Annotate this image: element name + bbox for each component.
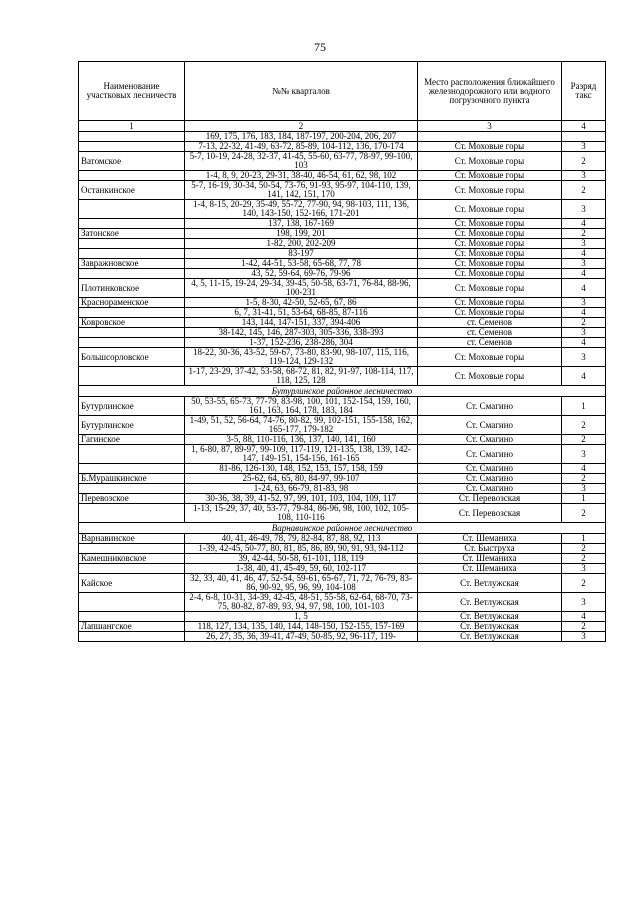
rank-cell: 3 [562, 445, 606, 464]
district-cell [79, 338, 185, 348]
station-cell: Ст. Моховые горы [418, 181, 562, 200]
station-cell: Ст. Моховые горы [418, 279, 562, 298]
table-row [79, 435, 606, 445]
station-cell: Ст. Моховые горы [418, 152, 562, 171]
rank-cell: 3 [562, 484, 606, 494]
table-body [79, 132, 606, 642]
table-row [79, 181, 606, 200]
quarters-cell: 32, 33, 40, 41, 46, 47, 52-54, 59-61, 65-67, 71, 72, 76-79, 83-86, 90-92, 95, 96, 99, 104-108 [185, 574, 418, 593]
quarters-cell: 2-4, 6-8, 10-31, 34-39, 42-45, 48-51, 55-58, 62-64, 68-70, 73-75, 80-82, 87-89, 93, 94, 97, 98, 100, 101-103 [185, 593, 418, 612]
rank-cell: 1 [562, 534, 606, 544]
district-cell: Камешниковское [79, 554, 185, 564]
station-cell: Ст. Быструха [418, 544, 562, 554]
district-cell: Бутурлинское [79, 397, 185, 416]
station-cell: Ст. Смагино [418, 484, 562, 494]
quarters-cell: 81-86, 126-130, 148, 152, 153, 157, 158, 159 [185, 464, 418, 474]
district-cell: Кайское [79, 574, 185, 593]
station-cell: Ст. Ветлужская [418, 622, 562, 632]
table-row [79, 279, 606, 298]
district-cell: Лапшангское [79, 622, 185, 632]
table-row [79, 474, 606, 484]
station-cell: Ст. Моховые горы [418, 142, 562, 152]
column-number: 3 [418, 121, 562, 132]
quarters-cell: 5-7, 10-19, 24-28, 32-37, 41-45, 55-60, 63-77, 78-97, 99-100, 103 [185, 152, 418, 171]
district-cell: Краснораменское [79, 298, 185, 308]
quarters-cell: 1-4, 8-15, 20-29, 35-49, 55-72, 77-90, 94, 98-103, 111, 136, 140, 143-150, 152-166, 171-201 [185, 200, 418, 219]
quarters-cell: 1-5, 8-30, 42-50, 52-65, 67, 86 [185, 298, 418, 308]
rank-cell: 2 [562, 574, 606, 593]
rank-cell: 2 [562, 435, 606, 445]
table-row [79, 494, 606, 504]
station-cell: Ст. Моховые горы [418, 200, 562, 219]
quarters-cell: 118, 127, 134, 135, 140, 144, 148-150, 152-155, 157-169 [185, 622, 418, 632]
quarters-cell: 4, 5, 11-15, 19-24, 29-34, 39-45, 50-58, 63-71, 76-84, 88-96, 100-231 [185, 279, 418, 298]
rank-cell: 3 [562, 171, 606, 181]
quarters-cell: 40, 41, 46-49, 78, 79, 82-84, 87, 88, 92, 113 [185, 534, 418, 544]
district-cell: Перевозское [79, 494, 185, 504]
rank-cell: 3 [562, 200, 606, 219]
station-cell: Ст. Моховые горы [418, 367, 562, 386]
quarters-cell: 1-82, 200, 202-209 [185, 239, 418, 249]
rank-cell: 4 [562, 367, 606, 386]
column-number: 1 [79, 121, 185, 132]
table-row [79, 464, 606, 474]
district-cell: Ковровское [79, 318, 185, 328]
quarters-cell: 39, 42-44, 50-58, 61-101, 118, 119 [185, 554, 418, 564]
table-row [79, 152, 606, 171]
quarters-cell: 169, 175, 176, 183, 184, 187-197, 200-204, 206, 207 [185, 132, 418, 142]
table-row [79, 229, 606, 239]
section-title: Бутурлинское районное лесничество [79, 386, 606, 397]
table-row [79, 219, 606, 229]
table-row [79, 416, 606, 435]
rank-cell [562, 132, 606, 142]
rank-cell: 4 [562, 269, 606, 279]
quarters-cell: 38-142, 145, 146, 287-303, 305-336, 338-393 [185, 328, 418, 338]
district-cell: Бутурлинское [79, 416, 185, 435]
rank-cell: 2 [562, 416, 606, 435]
table-row [79, 298, 606, 308]
header-quarters: №№ кварталов [185, 62, 418, 121]
district-cell: Б.Мурашкинское [79, 474, 185, 484]
forest-quarters-table [78, 61, 606, 642]
table-row [79, 200, 606, 219]
station-cell: Ст. Моховые горы [418, 229, 562, 239]
district-cell [79, 249, 185, 259]
quarters-cell: 1, 5 [185, 612, 418, 622]
station-cell: Ст. Ветлужская [418, 574, 562, 593]
quarters-cell: 50, 53-55, 65-73, 77-79, 83-98, 100, 101, 152-154, 159, 160, 161, 163, 164, 178, 183, 184 [185, 397, 418, 416]
station-cell: Ст. Шеманиха [418, 564, 562, 574]
station-cell: Ст. Ветлужская [418, 612, 562, 622]
district-cell [79, 308, 185, 318]
station-cell: Ст. Моховые горы [418, 298, 562, 308]
rank-cell: 2 [562, 474, 606, 484]
station-cell: Ст. Смагино [418, 435, 562, 445]
rank-cell: 3 [562, 632, 606, 642]
table-row [79, 318, 606, 328]
header-location: Место расположения ближайшего железнодорожного или водного погрузочного пункта [418, 62, 562, 121]
table-header-row [79, 62, 606, 121]
station-cell: ст. Семенов [418, 338, 562, 348]
station-cell: Ст. Смагино [418, 397, 562, 416]
rank-cell: 2 [562, 152, 606, 171]
station-cell: Ст. Шеманиха [418, 554, 562, 564]
station-cell: Ст. Смагино [418, 445, 562, 464]
district-cell [79, 564, 185, 574]
table-row [79, 397, 606, 416]
quarters-cell: 6, 7, 31-41, 51, 53-64, 68-85, 87-116 [185, 308, 418, 318]
district-cell [79, 593, 185, 612]
header-rank: Разряд такс [562, 62, 606, 121]
table-row [79, 348, 606, 367]
district-cell [79, 171, 185, 181]
quarters-cell: 30-36, 38, 39, 41-52, 97, 99, 101, 103, 104, 109, 117 [185, 494, 418, 504]
district-cell: Ватомское [79, 152, 185, 171]
rank-cell: 1 [562, 494, 606, 504]
table-row [79, 534, 606, 544]
district-cell [79, 328, 185, 338]
station-cell: Ст. Смагино [418, 474, 562, 484]
station-cell: Ст. Моховые горы [418, 269, 562, 279]
station-cell: Ст. Ветлужская [418, 632, 562, 642]
station-cell: Ст. Моховые горы [418, 239, 562, 249]
table-row [79, 484, 606, 494]
rank-cell: 3 [562, 142, 606, 152]
quarters-cell: 83-197 [185, 249, 418, 259]
district-cell [79, 200, 185, 219]
section-row [79, 386, 606, 397]
table-row [79, 564, 606, 574]
rank-cell: 4 [562, 338, 606, 348]
table-row [79, 338, 606, 348]
station-cell: Ст. Перевозская [418, 504, 562, 523]
rank-cell: 2 [562, 181, 606, 200]
quarters-cell: 1-42, 44-51, 53-58, 65-68, 77, 78 [185, 259, 418, 269]
district-cell [79, 219, 185, 229]
district-cell: Варнавинское [79, 534, 185, 544]
district-cell [79, 484, 185, 494]
table-row [79, 328, 606, 338]
station-cell: ст. Семенов [418, 328, 562, 338]
station-cell: Ст. Моховые горы [418, 348, 562, 367]
station-cell: Ст. Моховые горы [418, 249, 562, 259]
rank-cell: 4 [562, 249, 606, 259]
table-row [79, 308, 606, 318]
station-cell: Ст. Смагино [418, 416, 562, 435]
quarters-cell: 7-13, 22-32, 41-49, 63-72, 85-89, 104-112, 136, 170-174 [185, 142, 418, 152]
rank-cell: 3 [562, 593, 606, 612]
quarters-cell: 1-13, 15-29, 37, 40, 53-77, 79-84, 86-96, 98, 100, 102, 105-108, 110-116 [185, 504, 418, 523]
table-row [79, 574, 606, 593]
table-row [79, 142, 606, 152]
quarters-cell: 25-62, 64, 65, 80, 84-97, 99-107 [185, 474, 418, 484]
station-cell: Ст. Моховые горы [418, 259, 562, 269]
rank-cell: 2 [562, 504, 606, 523]
column-number: 4 [562, 121, 606, 132]
quarters-cell: 26, 27, 35, 36, 39-41, 47-49, 50-85, 92, 96-117, 119- [185, 632, 418, 642]
district-cell: Плотинковское [79, 279, 185, 298]
district-cell [79, 544, 185, 554]
station-cell: ст. Семенов [418, 318, 562, 328]
station-cell: Ст. Моховые горы [418, 308, 562, 318]
rank-cell: 1 [562, 397, 606, 416]
quarters-cell: 1-37, 152-236, 238-286, 304 [185, 338, 418, 348]
quarters-cell: 143, 144, 147-151, 337, 394-406 [185, 318, 418, 328]
district-cell [79, 445, 185, 464]
district-cell [79, 504, 185, 523]
rank-cell: 3 [562, 239, 606, 249]
header-district: Наименование участковых лесничеств [79, 62, 185, 121]
quarters-cell: 1-49, 51, 52, 56-64, 74-76, 80-82, 99, 102-151, 155-158, 162, 165-177, 179-182 [185, 416, 418, 435]
district-cell [79, 464, 185, 474]
district-cell [79, 132, 185, 142]
table-row [79, 504, 606, 523]
rank-cell: 2 [562, 318, 606, 328]
page-number: 75 [314, 40, 326, 54]
district-cell: Гагинское [79, 435, 185, 445]
rank-cell: 3 [562, 298, 606, 308]
quarters-cell: 1, 6-80, 87, 89-97, 99-109, 117-119, 121-135, 138, 139, 142-147, 149-151, 154-156, 161-165 [185, 445, 418, 464]
table-row [79, 132, 606, 142]
quarters-cell: 1-4, 8, 9, 20-23, 29-31, 38-40, 46-54, 61, 62, 98, 102 [185, 171, 418, 181]
district-cell [79, 239, 185, 249]
table-row [79, 269, 606, 279]
rank-cell: 4 [562, 279, 606, 298]
column-number-row [79, 121, 606, 132]
district-cell [79, 367, 185, 386]
table-row [79, 249, 606, 259]
quarters-cell: 137, 138, 167-169 [185, 219, 418, 229]
section-row [79, 523, 606, 534]
quarters-cell: 5-7, 16-19, 30-34, 50-54, 73-76, 91-93, 95-97, 104-110, 139, 141, 142, 151, 170 [185, 181, 418, 200]
quarters-cell: 1-17, 23-29, 37-42, 53-58, 68-72, 81, 82, 91-97, 108-114, 117, 118, 125, 128 [185, 367, 418, 386]
table-row [79, 632, 606, 642]
rank-cell: 3 [562, 259, 606, 269]
rank-cell: 3 [562, 348, 606, 367]
quarters-cell: 18-22, 30-36, 43-52, 59-67, 73-80, 83-90, 98-107, 115, 116, 119-124, 129-132 [185, 348, 418, 367]
table-row [79, 367, 606, 386]
table-row [79, 622, 606, 632]
rank-cell: 2 [562, 554, 606, 564]
quarters-cell: 1-24, 63, 66-79, 81-83, 98 [185, 484, 418, 494]
column-number: 2 [185, 121, 418, 132]
station-cell [418, 132, 562, 142]
section-title: Варнавинское районное лесничество [79, 523, 606, 534]
district-cell: Завражновское [79, 259, 185, 269]
table-row [79, 554, 606, 564]
rank-cell: 2 [562, 544, 606, 554]
station-cell: Ст. Моховые горы [418, 219, 562, 229]
quarters-cell: 3-5, 88, 110-116, 136, 137, 140, 141, 160 [185, 435, 418, 445]
table-row [79, 171, 606, 181]
quarters-cell: 1-39, 42-45, 50-77, 80, 81, 85, 86, 89, 90, 91, 93, 94-112 [185, 544, 418, 554]
station-cell: Ст. Моховые горы [418, 171, 562, 181]
rank-cell: 4 [562, 308, 606, 318]
table-row [79, 239, 606, 249]
rank-cell: 4 [562, 612, 606, 622]
district-cell [79, 269, 185, 279]
station-cell: Ст. Ветлужская [418, 593, 562, 612]
quarters-cell: 198, 199, 201 [185, 229, 418, 239]
table-row [79, 612, 606, 622]
quarters-cell: 43, 52, 59-64, 69-76, 79-96 [185, 269, 418, 279]
district-cell [79, 612, 185, 622]
rank-cell: 2 [562, 622, 606, 632]
district-cell [79, 142, 185, 152]
table-row [79, 544, 606, 554]
district-cell: Останкинское [79, 181, 185, 200]
station-cell: Ст. Перевозская [418, 494, 562, 504]
rank-cell: 4 [562, 219, 606, 229]
rank-cell: 3 [562, 564, 606, 574]
rank-cell: 4 [562, 464, 606, 474]
quarters-cell: 1-38, 40, 41, 45-49, 59, 60, 102-117 [185, 564, 418, 574]
rank-cell: 3 [562, 328, 606, 338]
station-cell: Ст. Смагино [418, 464, 562, 474]
table-row [79, 593, 606, 612]
rank-cell: 2 [562, 229, 606, 239]
table-row [79, 259, 606, 269]
district-cell: Большсорловское [79, 348, 185, 367]
station-cell: Ст. Шеманиха [418, 534, 562, 544]
district-cell [79, 632, 185, 642]
district-cell: Затонское [79, 229, 185, 239]
table-row [79, 445, 606, 464]
